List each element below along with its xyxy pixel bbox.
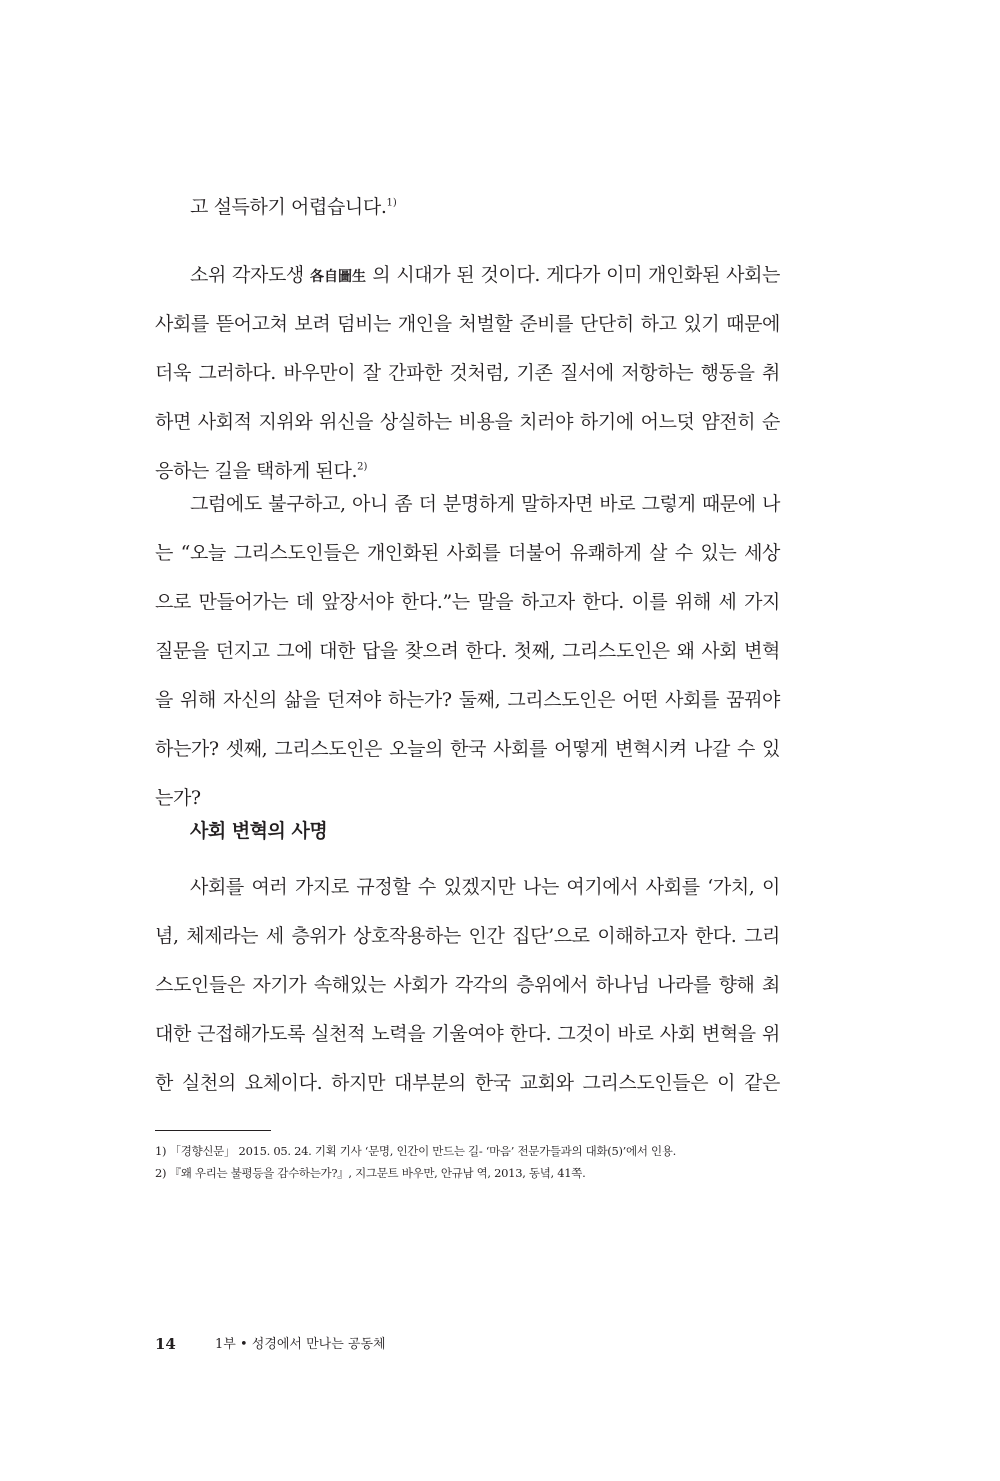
paragraph-2-line-4: 질문을 던지고 그에 대한 답을 찾으려 한다. 첫째, 그리스도인은 왜 사회 변혁 bbox=[155, 640, 780, 662]
carry-over-line bbox=[190, 194, 397, 221]
paragraph-2-line-2: 는 “오늘 그리스도인들은 개인화된 사회를 더불어 유쾌하게 살 수 있는 세상 bbox=[155, 542, 780, 564]
running-title: 1부 • 성경에서 만나는 공동체 bbox=[215, 1337, 386, 1352]
paragraph-2-line-1: 그럼에도 불구하고, 아니 좀 더 분명하게 말하자면 바로 그렇게 때문에 나 bbox=[190, 493, 780, 515]
paragraph-2-line-3: 으로 만들어가는 데 앞장서야 한다.”는 말을 하고자 한다. 이를 위해 세 가지 bbox=[155, 591, 780, 613]
paragraph-1-line-2: 사회를 뜯어고쳐 보려 덤비는 개인을 처벌할 준비를 단단히 하고 있기 때문에 bbox=[155, 313, 780, 335]
section-heading: 사회 변혁의 사명 bbox=[190, 820, 328, 842]
paragraph-1-line-1: 소위 각자도생 各自圖生 의 시대가 된 것이다. 게다가 이미 개인화된 사회는 bbox=[190, 264, 781, 286]
footnote-1: 1) 「경향신문」 2015. 05. 24. 기획 기사 ‘문명, 인간이 만드는 길- ‘마음’ 전문가들과의 대화(5)’에서 인용. bbox=[155, 1144, 676, 1158]
paragraph-1-line-4: 하면 사회적 지위와 위신을 상실하는 비용을 치러야 하기에 어느덧 얌전히 순 bbox=[155, 411, 780, 433]
paragraph-1-line-5: 응하는 길을 택하게 된다.$^{2)}$ bbox=[155, 460, 368, 482]
footnote-divider bbox=[155, 1130, 271, 1131]
paragraph-2-line-6: 하는가? 셋째, 그리스도인은 오늘의 한국 사회를 어떻게 변혁시켜 나갈 수 있 bbox=[155, 738, 780, 760]
footnote-ref-2: 2) bbox=[357, 461, 368, 473]
paragraph-3-line-4: 대한 근접해가도록 실천적 노력을 기울여야 한다. 그것이 바로 사회 변혁을 위 bbox=[155, 1023, 780, 1045]
footnote-ref-1: 1) bbox=[386, 197, 397, 209]
paragraph-3-line-5: 한 실천의 요체이다. 하지만 대부분의 한국 교회와 그리스도인들은 이 같은 bbox=[155, 1072, 780, 1094]
paragraph-3-line-1: 사회를 여러 가지로 규정할 수 있겠지만 나는 여기에서 사회를 ‘가치, 이 bbox=[190, 876, 780, 898]
hanja-term: 各自圖生 bbox=[310, 269, 367, 285]
carry-over-text: 고 설득하기 어렵습니다. bbox=[190, 196, 387, 218]
page-number: 14 bbox=[155, 1335, 176, 1353]
paragraph-3-line-2: 념, 체제라는 세 층위가 상호작용하는 인간 집단’으로 이해하고자 한다. 그리 bbox=[155, 925, 780, 947]
paragraph-2-line-7: 는가? bbox=[155, 787, 201, 809]
paragraph-2-line-5: 을 위해 자신의 삶을 던져야 하는가? 둘째, 그리스도인은 어떤 사회를 꿈꿔야 bbox=[155, 689, 780, 711]
footnote-2: 2) 『왜 우리는 불평등을 감수하는가?』, 지그문트 바우만, 안규남 역, 2013, 동녘, 41쪽. bbox=[155, 1166, 586, 1180]
paragraph-3-line-3: 스도인들은 자기가 속해있는 사회가 각각의 층위에서 하나님 나라를 향해 최 bbox=[155, 974, 780, 996]
paragraph-1-line-3: 더욱 그러하다. 바우만이 잘 간파한 것처럼, 기존 질서에 저항하는 행동을 취 bbox=[155, 362, 780, 384]
